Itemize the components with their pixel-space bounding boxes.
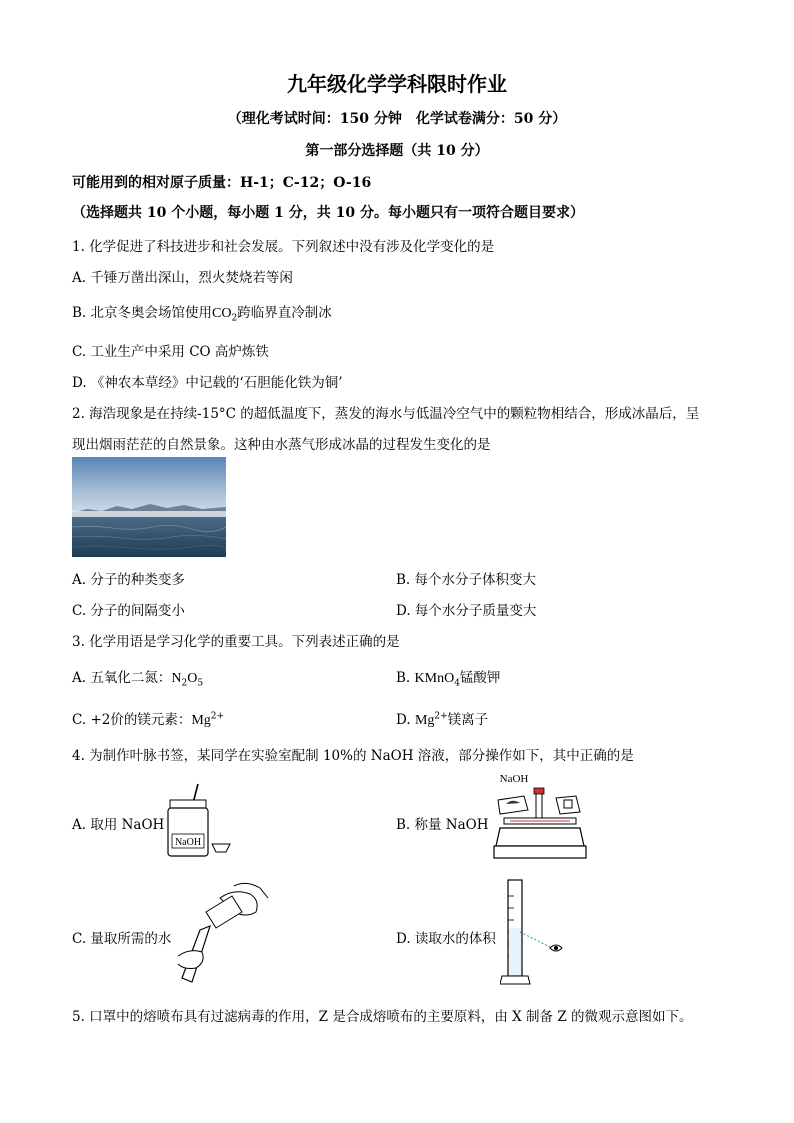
q2-stem-line2: 现出烟雨茫茫的自然景象。这种由水蒸气形成冰晶的过程发生变化的是 xyxy=(72,437,491,453)
q4-stem: 4. 为制作叶脉书签，某同学在实验室配制 10%的 NaOH 溶液，部分操作如下，其中正确的是 xyxy=(72,748,634,764)
q1-option-b-formula: CO xyxy=(212,306,232,321)
q4-option-a: A. 取用 NaOH xyxy=(72,817,165,833)
q3-option-c xyxy=(72,708,224,729)
q3-formula-o: O xyxy=(187,671,198,686)
pouring-water-figure xyxy=(176,878,276,992)
q1-option-b-sub: 2 xyxy=(231,313,238,324)
q2-option-b: B. 每个水分子体积变大 xyxy=(396,572,537,588)
q3-option-d-pre: D. xyxy=(396,712,415,728)
q3-option-b xyxy=(396,666,500,689)
q4-option-b: B. 称量 NaOH xyxy=(396,817,489,833)
exam-info: （理化考试时间：150 分钟 化学试卷满分：50 分） xyxy=(227,111,567,127)
page-title: 九年级化学学科限时作业 xyxy=(287,72,507,96)
q3-formula-mg-c: Mg xyxy=(191,713,211,728)
atomic-mass-note: 可能用到的相对原子质量：H-1；C-12；O-16 xyxy=(72,175,372,191)
q3-option-a-pre: A. 五氧化二氮： xyxy=(72,670,172,686)
q3-option-c-pre: C. xyxy=(72,712,91,728)
q1-option-d: D. 《神农本草经》中记载的‘石胆能化铁为铜’ xyxy=(72,375,343,391)
q3-formula-kmno4: KMnO xyxy=(414,671,455,686)
section-title: 第一部分选择题（共 10 分） xyxy=(305,143,489,159)
q2-option-c: C. 分子的间隔变小 xyxy=(72,603,185,619)
q3-formula-n: N xyxy=(171,671,182,686)
q4-option-c: C. 量取所需的水 xyxy=(72,931,172,947)
instructions: （选择题共 10 个小题，每小题 1 分，共 10 分。每小题只有一项符合题目要求） xyxy=(72,205,584,221)
naoh-bottle-label: NaOH xyxy=(174,837,202,848)
q2-option-a: A. 分子的种类变多 xyxy=(72,572,185,588)
q3-formula-n-sub: 2 xyxy=(181,678,188,689)
q3-formula-o-sub: 5 xyxy=(197,678,204,689)
q3-formula-mg-c-sup: 2+ xyxy=(210,711,225,722)
reading-volume-figure xyxy=(500,876,570,992)
q1-option-a: A. 千锤万凿出深山，烈火焚烧若等闲 xyxy=(72,270,293,286)
q3-option-d xyxy=(396,708,488,729)
q3-option-d-post: 镁离子 xyxy=(447,712,489,728)
q3-option-b-pre: B. xyxy=(396,670,415,686)
q1-option-c: C. 工业生产中采用 CO 高炉炼铁 xyxy=(72,344,269,360)
q1-option-b-pre: B. 北京冬奥会场馆使用 xyxy=(72,305,213,321)
balance-figure xyxy=(490,770,590,870)
q2-option-d: D. 每个水分子质量变大 xyxy=(396,603,537,619)
q1-stem: 1. 化学促进了科技进步和社会发展。下列叙述中没有涉及化学变化的是 xyxy=(72,239,495,255)
naoh-bottle-figure xyxy=(164,782,244,866)
q3-formula-mg-d-sup: 2+ xyxy=(434,711,448,722)
q5-stem: 5. 口罩中的熔喷布具有过滤病毒的作用，Z 是合成熔喷布的主要原料，由 X 制备 Z 的微观示意图如下。 xyxy=(72,1009,693,1025)
q3-stem: 3. 化学用语是学习化学的重要工具。下列表述正确的是 xyxy=(72,634,400,650)
q3-option-a xyxy=(72,666,203,689)
balance-naoh-label: NaOH xyxy=(499,773,529,785)
q3-formula-kmno4-sub: 4 xyxy=(454,678,460,689)
q2-stem-line1: 2. 海浩现象是在持续-15°C 的超低温度下，蒸发的海水与低温冷空气中的颗粒物相结合，形成冰晶后，呈 xyxy=(72,406,700,422)
q3-formula-mg-d: Mg xyxy=(414,713,435,728)
q4-option-d: D. 读取水的体积 xyxy=(396,931,496,947)
q3-option-b-post: 锰酸钾 xyxy=(459,670,501,686)
q1-option-b-post: 跨临界直冷制冰 xyxy=(237,305,332,321)
q1-option-b xyxy=(72,301,332,324)
q3-option-c-text: +2价的镁元素： xyxy=(90,712,192,728)
sea-fog-photo xyxy=(72,457,226,557)
